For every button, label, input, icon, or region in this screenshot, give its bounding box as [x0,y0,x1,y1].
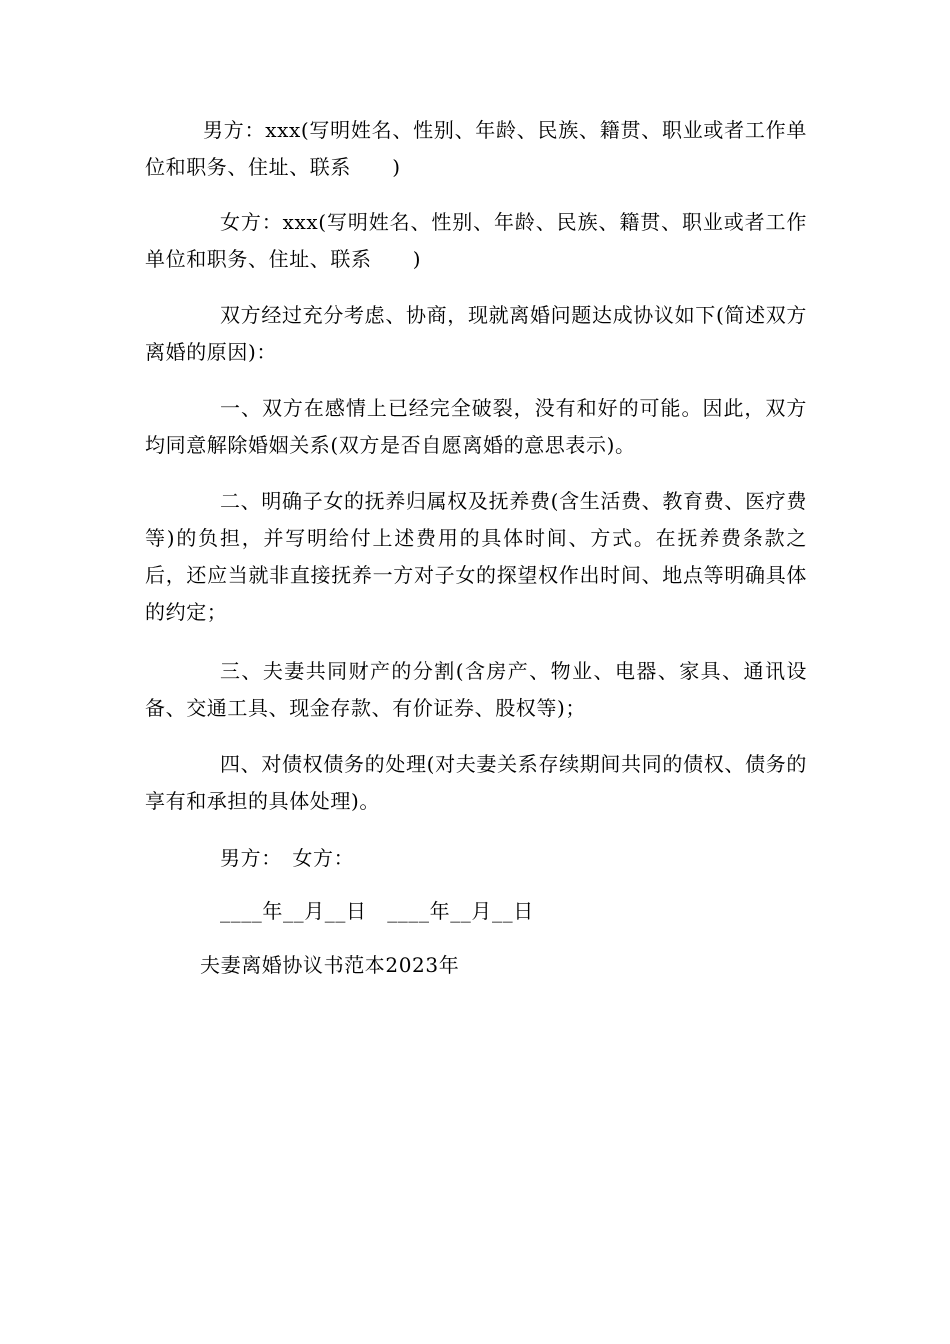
clause-four-paragraph: 四、对债权债务的处理(对夫妻关系存续期间共同的债权、债务的享有和承担的具体处理)。 [145,752,807,813]
signature-line: 男方： 女方： [220,846,355,870]
date-line: ____年__月__日 ____年__月__日 [220,899,534,923]
agreement-intro-paragraph: 双方经过充分考虑、协商，现就离婚问题达成协议如下(简述双方离婚的原因)： [145,303,807,364]
footer-title: 夫妻离婚协议书范本2023年 [200,953,460,977]
clause-one-paragraph: 一、双方在感情上已经完全破裂，没有和好的可能。因此，双方均同意解除婚姻关系(双方是否自愿离婚的意思表示)。 [145,396,807,457]
party-female-paragraph: 女方：xxx(写明姓名、性别、年龄、民族、籍贯、职业或者工作单位和职务、住址、联系 ) [145,210,807,271]
clause-three-paragraph: 三、夫妻共同财产的分割(含房产、物业、电器、家具、通讯设备、交通工具、现金存款、有价证券、股权等)； [145,659,807,720]
clause-two-paragraph: 二、明确子女的抚养归属权及抚养费(含生活费、教育费、医疗费等)的负担，并写明给付上述费用的具体时间、方式。在抚养费条款之后，还应当就非直接抚养一方对子女的探望权作出时间、地点等明确具体的约定； [145,489,807,624]
party-male-paragraph: 男方：xxx(写明姓名、性别、年龄、民族、籍贯、职业或者工作单位和职务、住址、联系 ) [145,118,807,179]
